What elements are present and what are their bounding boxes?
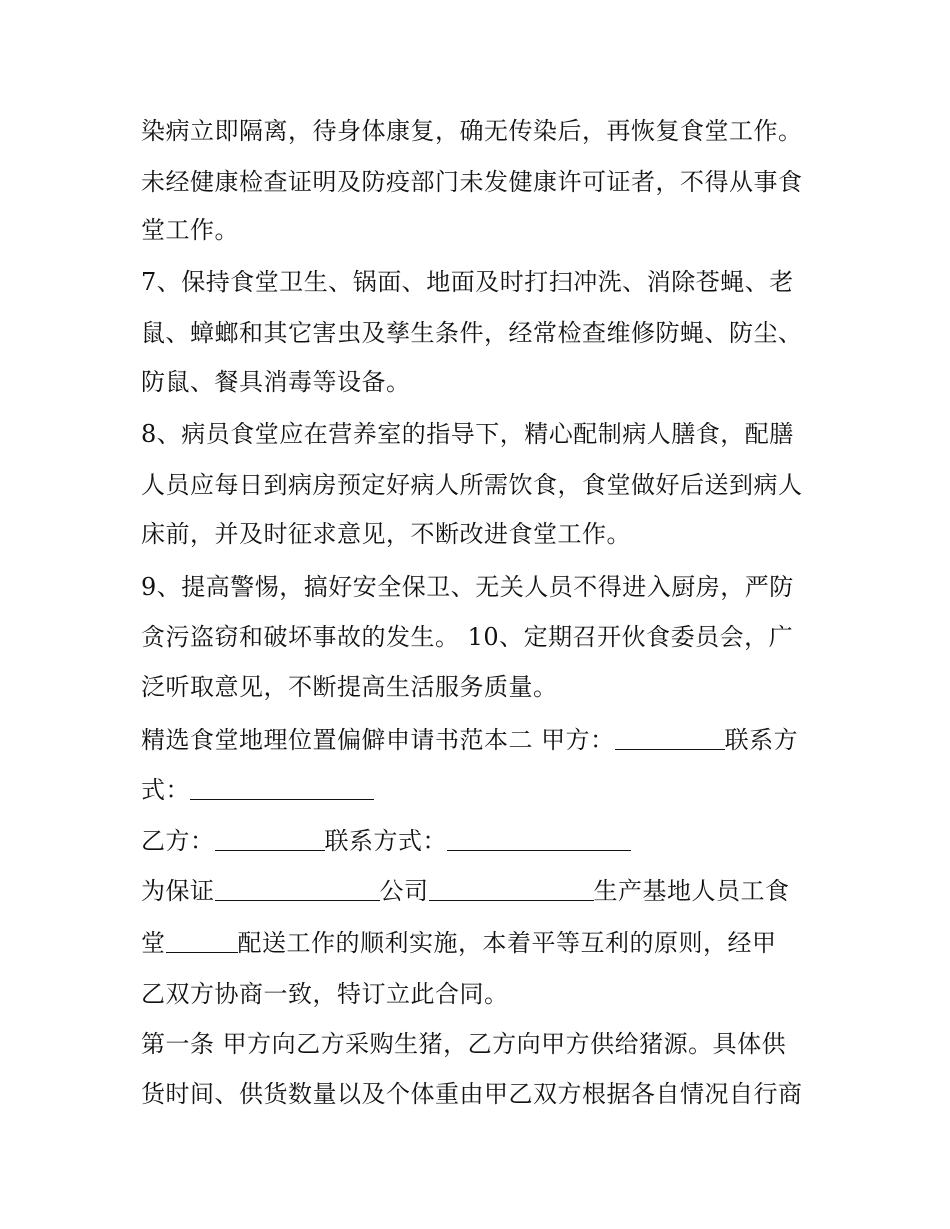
purpose-line: [141, 876, 790, 906]
company-blank-2[interactable]: [429, 876, 594, 901]
delivery-text-b: 配送工作的顺利实施，本着平等互利的原则，经甲: [237, 929, 777, 957]
text-line: 床前，并及时征求意见，不断改进食堂工作。: [141, 520, 631, 548]
text-line: 染病立即隔离，待身体康复，确无传染后，再恢复食堂工作。: [141, 117, 803, 145]
text-line: 7、保持食堂卫生、锅面、地面及时打扫冲洗、消除苍蝇、老: [141, 268, 794, 296]
party-b-label: 乙方：: [141, 827, 215, 855]
purpose-text-a: 为保证: [141, 877, 215, 905]
party-b-line: [141, 826, 631, 856]
text-line: 泛听取意见，不断提高生活服务质量。: [141, 673, 558, 701]
text-line: 贪污盗窃和破坏事故的发生。 10、定期召开伙食委员会，广: [141, 623, 794, 651]
party-b-name-blank[interactable]: [215, 826, 325, 851]
party-b-contact-label: 联系方式：: [324, 827, 447, 855]
text-line: 堂工作。: [141, 216, 239, 244]
contact-label-cont: 式：: [141, 776, 190, 804]
party-a-contact-blank[interactable]: [190, 775, 374, 800]
delivery-text-a: 堂: [141, 929, 166, 957]
text-line: 乙双方协商一致，特订立此合同。: [141, 980, 509, 1008]
text-line: 第一条 甲方向乙方采购生猪，乙方向甲方供给猪源。具体供: [141, 1030, 787, 1058]
purpose-text-c: 生产基地人员工食: [593, 877, 790, 905]
party-b-contact-blank[interactable]: [447, 826, 631, 851]
text-line: 9、提高警惕，搞好安全保卫、无关人员不得进入厨房，严防: [141, 573, 794, 601]
purpose-text-b: 公司: [379, 877, 429, 905]
text-line: 8、病员食堂应在营养室的指导下，精心配制病人膳食，配膳: [141, 420, 794, 448]
text-line: 货时间、供货数量以及个体重由甲乙双方根据各自情况自行商: [141, 1080, 803, 1108]
delivery-line: [141, 928, 777, 958]
text-line: 防鼠、餐具消毒等设备。: [141, 368, 411, 396]
contact-line: [141, 775, 374, 805]
canteen-blank[interactable]: [166, 928, 238, 953]
text-line: 鼠、蟑螂和其它害虫及孳生条件，经常检查维修防蝇、防尘、: [141, 319, 803, 347]
contract-parties-line: [141, 725, 798, 755]
text-line: 人员应每日到病房预定好病人所需饮食，食堂做好后送到病人: [141, 471, 803, 499]
company-blank-1[interactable]: [215, 876, 380, 901]
party-a-name-blank[interactable]: [615, 725, 725, 750]
text-line: 未经健康检查证明及防疫部门未发健康许可证者，不得从事食: [141, 168, 803, 196]
contact-label: 联系方: [724, 726, 799, 754]
contract-heading-text: 精选食堂地理位置偏僻申请书范本二 甲方：: [141, 726, 615, 754]
